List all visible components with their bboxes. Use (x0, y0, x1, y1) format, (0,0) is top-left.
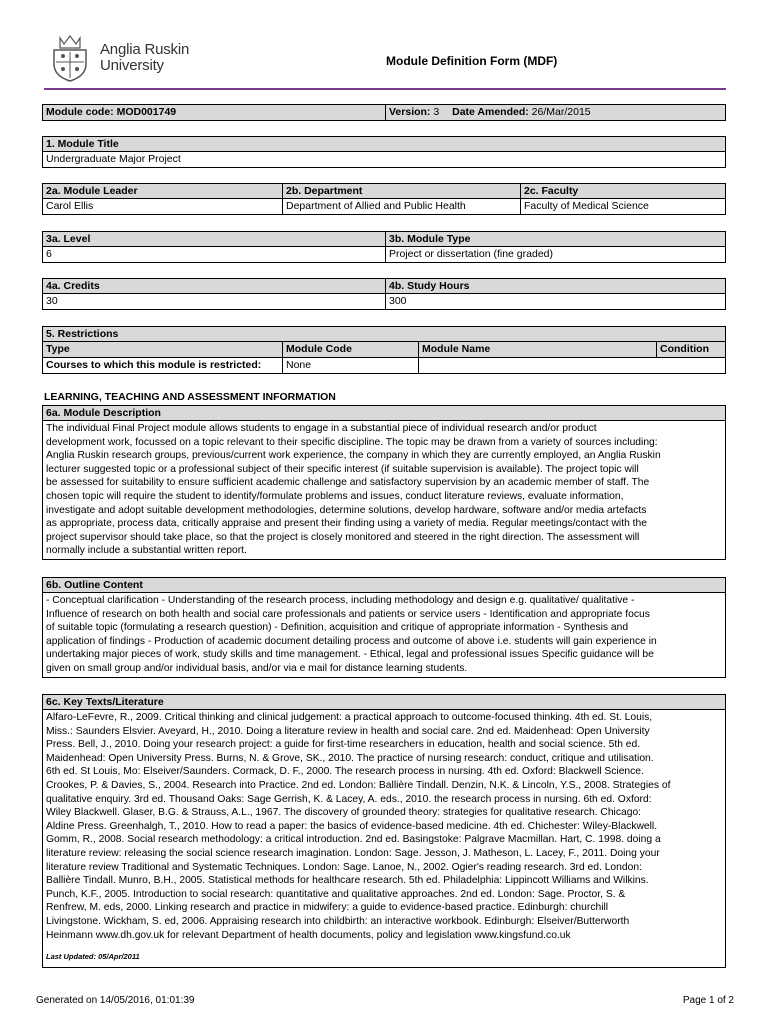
s6a-line: development work, focussed on a topic relevant to their specific discipline. The topic may be drawn from a variety of sources including: (46, 436, 658, 448)
university-logo (48, 34, 218, 82)
module-leader-label: 2a. Module Leader (43, 184, 283, 198)
department-label: 2b. Department (283, 184, 521, 198)
s6c-line: Aldine Press. Greenhalgh, T., 2010. How to read a paper: the basics of evidence-based medicine. 4th ed. Chichester: Wiley-Blackwell. (46, 820, 658, 832)
module-type-label: 3b. Module Type (386, 232, 725, 246)
crest-icon (48, 34, 92, 82)
logo-line-2: University (100, 57, 164, 74)
page-number: Page 1 of 2 (682, 995, 734, 1006)
date-amended-value: 26/Mar/2015 (531, 106, 591, 118)
date-amended-label: Date Amended: (452, 106, 529, 118)
leader-value-row (42, 199, 726, 215)
level-label: 3a. Level (43, 232, 386, 246)
outline-content-label: 6b. Outline Content (43, 578, 725, 593)
key-texts-section (42, 694, 726, 968)
module-title-header (42, 136, 726, 152)
faculty-label: 2c. Faculty (521, 184, 725, 198)
credits-value-row (42, 294, 726, 310)
logo-text (100, 42, 189, 74)
module-type-value: Project or dissertation (fine graded) (389, 248, 553, 260)
last-updated: Last Updated: 05/Apr/2011 (46, 952, 140, 962)
s6c-line: qualitative enquiry. 3rd ed. Thousand Oaks: Sage Gerrish, K. & Lacey, A. eds., 2010. the research process in nursing. 6th ed. Oxford: (46, 793, 652, 805)
s6c-line: Renfrew, M. eds, 2000. Linking research and practice in midwifery: a guide to evidence-based practice. Edinburgh: churchill (46, 902, 609, 914)
faculty-value: Faculty of Medical Science (524, 200, 649, 212)
s6c-line: Maidenhead: Open University Press. Burns, N. & Grove, SK., 2010. The practice of nursing research: conduct, critique and utilisation. (46, 752, 654, 764)
s6c-line: Heinmann www.dh.gov.uk for relevant Department of health documents, policy and legislation www.kingsfund.co.uk (46, 929, 571, 941)
s6c-line: Miss.: Saunders Elsvier. Aveyard, H., 2010. Doing a literature review in health and social care. 2nd ed. Maidenhead: Open University (46, 725, 650, 737)
study-hours-value: 300 (389, 295, 407, 307)
restrictions-row-empty (419, 358, 725, 373)
restrictions-header (42, 326, 726, 342)
s6b-line: - Conceptual clarification - Understanding of the research process, including methodology and design e.g. qualitative/ qualitative - (46, 595, 635, 606)
module-title-label: 1. Module Title (43, 137, 725, 151)
s6c-line: literature review Traditional and Systematic Techniques. London: Sage. Lanoe, N., 2002. Ogier's reading research. 3rd ed. London: (46, 861, 642, 873)
credits-label: 4a. Credits (43, 279, 386, 293)
key-texts-label: 6c. Key Texts/Literature (43, 695, 725, 710)
study-hours-label: 4b. Study Hours (386, 279, 725, 293)
s6c-line: Press. Bell, J., 2010. Doing your research project: a guide for first-time researchers in education, health and social science. 5th ed. (46, 739, 641, 751)
credits-header-row (42, 278, 726, 294)
module-description-section (42, 405, 726, 560)
module-description-label: 6a. Module Description (43, 406, 725, 421)
version-value: 3 (433, 106, 440, 118)
s6a-line: chosen topic will require the student to identify/formulate problems and issues, conduct literature reviews, evaluate information, (46, 490, 624, 502)
restrictions-columns (42, 342, 726, 358)
s6b-line: application of findings - Production of academic document detailing process and outcome of above i.e. students will gain experience in (46, 635, 657, 647)
version-date-cell (386, 105, 725, 120)
s6b-line: given on small group and/or individual basis, and/or via e mail for distance learning students. (46, 662, 468, 674)
department-value: Department of Allied and Public Health (283, 199, 521, 214)
version-label: Version: (389, 106, 431, 118)
leader-header-row (42, 183, 726, 199)
restrictions-col-type: Type (43, 342, 283, 357)
header-rule (44, 88, 726, 90)
restrictions-row-label: Courses to which this module is restricted: (43, 358, 283, 373)
restrictions-col-condition: Condition (657, 342, 725, 357)
module-meta-row (42, 104, 726, 121)
s6a-line: project supervisor should take place, so that the project is closely monitored and steered in the right direction. The assessment will (46, 531, 640, 543)
s6c-line: Punch, K.F., 2005. Introduction to social research: quantitative and qualitative approaches. 2nd ed. London: Sage. Proctor, S. & (46, 888, 626, 900)
level-header-row (42, 231, 726, 247)
form-title: Module Definition Form (MDF) (386, 54, 558, 68)
s6c-line: Livingstone. Wickham, S. ed, 2006. Appraising research into childbirth: an interactive workbook. Edinburgh: Elseiver/Butterworth (46, 915, 630, 927)
module-code: Module code: MOD001749 (43, 105, 386, 120)
s6a-line: investigate and adopt suitable development methodologies, determine solutions, develop hardware, software and/or media artefacts (46, 504, 647, 516)
s6a-line: Anglia Ruskin research groups, previous/current work experience, the company in which they are currently employed, an Anglia Ruskin (46, 450, 661, 462)
ltai-heading: LEARNING, TEACHING AND ASSESSMENT INFORMATION (44, 391, 336, 403)
s6c-line: literature review: releasing the social science research imagination. London: Sage. Jesson, J. Matheson, L. Lacey, F., 2011. Doing your (46, 847, 660, 859)
s6b-line: Influence of research on both health and social care professionals and patients or service users - Identification and appropriate focus (46, 608, 650, 620)
s6c-line: Alfaro-LeFevre, R., 2009. Critical thinking and clinical judgement: a practical approach to outcome-focused thinking. 4th ed. St. Louis, (46, 712, 653, 723)
restrictions-row-code: None (283, 358, 419, 373)
s6c-line: Crookes, P. & Davies, S., 2004. Research into Practice. 2nd ed. London: Ballière Tindall. Denzin, N.K. & Lincoln, Y.S., 2008. Strategies of (46, 779, 671, 791)
restrictions-label: 5. Restrictions (43, 327, 725, 341)
s6c-line: Wiley Blackwell. Glaser, B.G. & Strauss, A.L., 1967. The discovery of grounded theory: strategies for qualitative research. Chicago: (46, 807, 642, 819)
s6a-line: normally include a substantial written report. (46, 545, 247, 557)
module-title-row (42, 152, 726, 168)
module-leader-value: Carol Ellis (43, 199, 283, 214)
s6b-line: undertaking major pieces of work, study skills and time management. - Ethical, legal and professional issues Specific guidance will be (46, 649, 654, 661)
credits-value: 30 (43, 294, 386, 309)
logo-line-1: Anglia Ruskin (100, 41, 190, 58)
key-texts-text (43, 710, 725, 943)
s6c-line: 6th ed. St Louis, Mo: Elseiver/Saunders. Cormack, D. F., 2000. The research process in nursing. 4th ed. Oxford: Blackwell Science. (46, 766, 644, 778)
restrictions-col-name: Module Name (419, 342, 657, 357)
module-title-value: Undergraduate Major Project (46, 153, 181, 165)
restrictions-row (42, 358, 726, 374)
generated-timestamp: Generated on 14/05/2016, 01:01:39 (36, 995, 195, 1006)
module-description-text (43, 421, 725, 559)
outline-content-section (42, 577, 726, 678)
s6c-line: Ballière Tindall. Munro, B.H., 2005. Statistical methods for healthcare research. 5th ed. Philadelphia: Lippincott Williams and Wilkins. (46, 875, 649, 887)
restrictions-col-code: Module Code (283, 342, 419, 357)
outline-content-text (43, 593, 725, 677)
level-value: 6 (43, 247, 386, 262)
level-value-row (42, 247, 726, 263)
s6a-line: The individual Final Project module allows students to engage in a substantial piece of individual research and/or product (46, 423, 597, 434)
s6a-line: as appropriate, process data, critically appraise and present their finding using a variety of media. Regular meetings/contact with the (46, 518, 647, 530)
s6b-line: of suitable topic (formulating a research question) - Definition, acquisition and critique of appropriate information - Synthesis and (46, 622, 629, 634)
s6a-line: lecturer suggested topic or a professional subject of their specific interest (if suitable supervision is available). The project topic will (46, 463, 639, 475)
s6c-line: Gomm, R., 2008. Social research methodology: a critical introduction. 2nd ed. Basingstoke: Palgrave Macmillan. Hart, C. 1998. doing a (46, 834, 661, 846)
s6a-line: be assessed for suitability to ensure sufficient academic challenge and satisfactory supervision by an academic member of staff. The (46, 477, 650, 489)
